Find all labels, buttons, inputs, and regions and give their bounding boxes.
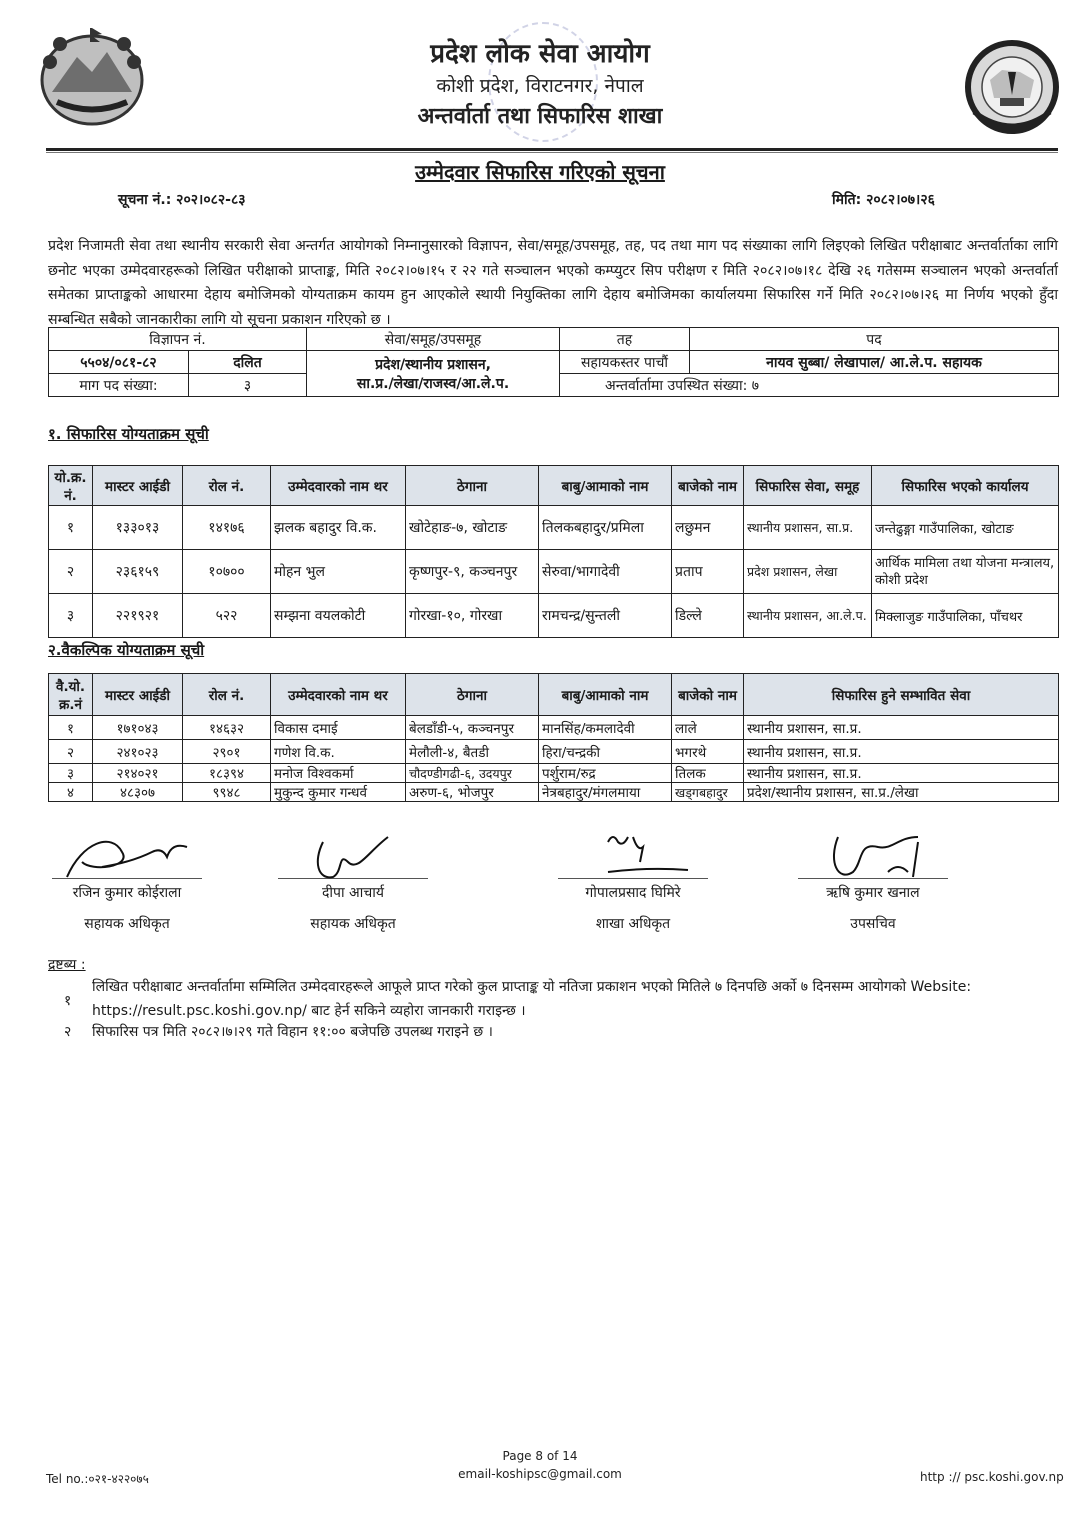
signature-scribble-icon: [568, 832, 698, 882]
header-post: पद: [690, 328, 1059, 351]
cell-grandfather-name: लाले: [672, 716, 744, 740]
col-roll-no: रोल नं.: [183, 466, 271, 506]
cell-candidate-name: सम्झना वयलकोटी: [271, 594, 406, 638]
cell-recommended-office: आर्थिक मामिला तथा योजना मन्त्रालय, कोशी प्रदेश: [872, 550, 1059, 594]
col-serial: वै.यो. क्र.नं: [49, 674, 93, 716]
footer-email: email-koshipsc@gmail.com: [458, 1467, 622, 1481]
recommended-merit-table: [48, 465, 1059, 638]
cell-master-id: २२१९२१: [93, 594, 183, 638]
signatory-role: सहायक अधिकृत: [310, 916, 396, 932]
signature-block: [42, 832, 212, 933]
cell-recommended-service: स्थानीय प्रशासन, सा.प्र.: [744, 506, 872, 550]
cell-recommended-service: स्थानीय प्रशासन, आ.ले.प.: [744, 594, 872, 638]
footer-telephone: Tel no.:०२१-४२२०७५: [46, 1472, 149, 1486]
cell-roll-no: २९०१: [183, 740, 271, 764]
signature-block: [548, 832, 718, 933]
cell-serial: १: [49, 506, 93, 550]
notes-title: द्रष्टब्य :: [48, 957, 86, 973]
cell-candidate-name: मनोज विश्वकर्मा: [271, 764, 406, 783]
col-address: ठेगाना: [406, 674, 539, 716]
table-row: [49, 740, 1059, 764]
cell-address: चौदण्डीगढी-६, उदयपुर: [406, 764, 539, 783]
notice-intro-paragraph: प्रदेश निजामती सेवा तथा स्थानीय सरकारी सेवा अन्तर्गत आयोगको निम्नानुसारको विज्ञापन, सेवा/समूह/उपसमूह, तह, पद तथा माग पद संख्याका लागि लिइएको लिखित परीक्षाबाट अन्तर्वार्ताका लागि छनोट भएका उम्मेदवारहरूको लिखित परीक्षाको प्राप्ताङ्क, मिति २०८२।०७।१५ र २२ गते सञ्चालन भएको कम्प्युटर सिप परीक्षण र मिति २०८२।०७।१८ देखि २६ गतेसम्म सञ्चालन भएको अन्तर्वार्ता समेतका प्राप्ताङ्कको आधारमा देहाय बमोजिमको योग्यताक्रम कायम हुन आएकोले स्थायी नियुक्तिका लागि देहाय बमोजिमका कार्यालयमा सिफारिस गर्ने मिति २०८२।०७।२६ मा निर्णय भएको हुँदा सम्बन्धित सबैको जानकारीका लागि यो सूचना प्रकाशन गरिएको छ ।: [48, 238, 1058, 328]
cell-address: कृष्णपुर-९, कञ्चनपुर: [406, 550, 539, 594]
cell-serial: ४: [49, 783, 93, 802]
col-grandfather-name: बाजेको नाम: [672, 674, 744, 716]
cell-grandfather-name: तिलक: [672, 764, 744, 783]
alternate-merit-table: [48, 673, 1059, 802]
footer-website-link[interactable]: http :// psc.koshi.gov.np: [920, 1470, 1064, 1484]
signature-block: [268, 832, 438, 933]
cell-grandfather-name: भगरथे: [672, 740, 744, 764]
col-serial: यो.क्र. नं.: [49, 466, 93, 506]
cell-possible-service: स्थानीय प्रशासन, सा.प्र.: [744, 764, 1059, 783]
table-row: [49, 764, 1059, 783]
interview-present-count: अन्तर्वार्तामा उपस्थित संख्या: ७: [560, 374, 1059, 397]
org-title: प्रदेश लोक सेवा आयोग: [430, 39, 650, 69]
col-recommended-service: सिफारिस सेवा, समूह: [744, 466, 872, 506]
cell-master-id: १७१०४३: [93, 716, 183, 740]
signatory-name: गोपालप्रसाद घिमिरे: [585, 885, 681, 901]
signature-scribble-icon: [808, 832, 938, 882]
page-number: Page 8 of 14: [502, 1449, 578, 1463]
cell-possible-service: स्थानीय प्रशासन, सा.प्र.: [744, 716, 1059, 740]
cell-roll-no: १०७००: [183, 550, 271, 594]
signatory-role: उपसचिव: [850, 916, 896, 932]
header-divider: [46, 148, 1058, 151]
cell-possible-service: प्रदेश/स्थानीय प्रशासन, सा.प्र./लेखा: [744, 783, 1059, 802]
cell-parents-name: तिलकबहादुर/प्रमिला: [539, 506, 672, 550]
cell-master-id: १३३०१३: [93, 506, 183, 550]
notice-date: मिति: २०८२।०७।२६: [832, 192, 935, 208]
cell-parents-name: सेरुवा/भागादेवी: [539, 550, 672, 594]
cell-serial: ३: [49, 594, 93, 638]
level-value: सहायकस्तर पाचौं: [560, 351, 690, 374]
cell-candidate-name: झलक बहादुर वि.क.: [271, 506, 406, 550]
note-text: लिखित परीक्षाबाट अन्तर्वार्तामा सम्मिलित उम्मेदवारहरूले आफूले प्राप्त गरेको कुल प्राप्ताङ्क यो नतिजा प्रकाशन भएको मितिले ७ दिनपछि अर्को ७ दिनसम्म आयोगको Website: https://result.psc.koshi.gov.np/ बाट हेर्न सकिने व्यहोरा जानकारी गराइन्छ ।: [92, 979, 972, 1019]
signature-scribble-icon: [288, 832, 418, 882]
col-possible-service: सिफारिस हुने सम्भावित सेवा: [744, 674, 1059, 716]
signature-block: [788, 832, 958, 933]
cell-serial: २: [49, 550, 93, 594]
table-row: [49, 716, 1059, 740]
cell-serial: ३: [49, 764, 93, 783]
col-parents-name: बाबु/आमाको नाम: [539, 466, 672, 506]
cell-grandfather-name: खड्गबहादुर: [672, 783, 744, 802]
note-text: सिफारिस पत्र मिति २०८२।७।२९ गते विहान ११:०० बजेपछि उपलब्ध गराइने छ ।: [92, 1024, 493, 1040]
header-service: सेवा/समूह/उपसमूह: [307, 328, 560, 351]
cell-master-id: ४८३०७: [93, 783, 183, 802]
cell-master-id: २३६१५९: [93, 550, 183, 594]
section-alternate-title: २.वैकल्पिक योग्यताक्रम सूची: [48, 641, 205, 659]
cell-address: अरुण-६, भोजपुर: [406, 783, 539, 802]
signatory-role: सहायक अधिकृत: [84, 916, 170, 932]
table-row: [49, 550, 1059, 594]
psc-logo-icon: [962, 40, 1062, 135]
service-line-2: सा.प्र./लेखा/राजस्व/आ.ले.प.: [356, 375, 510, 392]
table-header-row: [49, 674, 1059, 716]
table-header-row: [49, 466, 1059, 506]
demand-label: माग पद संख्या:: [49, 374, 189, 397]
note-number: २: [64, 1024, 72, 1040]
cell-grandfather-name: प्रताप: [672, 550, 744, 594]
header-divider-thin: [46, 152, 1058, 153]
signatory-name: ऋषि कुमार खनाल: [826, 885, 920, 901]
signature-scribble-icon: [62, 832, 192, 882]
col-candidate-name: उम्मेदवारको नाम थर: [271, 674, 406, 716]
cell-roll-no: १४६३२: [183, 716, 271, 740]
table-row: [49, 506, 1059, 550]
table-row: [49, 783, 1059, 802]
col-parents-name: बाबु/आमाको नाम: [539, 674, 672, 716]
cell-parents-name: नेत्रबहादुर/मंगलमाया: [539, 783, 672, 802]
cell-master-id: २१४०२१: [93, 764, 183, 783]
cell-grandfather-name: लछुमन: [672, 506, 744, 550]
cell-parents-name: पर्शुराम/रुद्र: [539, 764, 672, 783]
col-master-id: मास्टर आईडी: [93, 466, 183, 506]
cell-parents-name: रामचन्द्र/सुन्तली: [539, 594, 672, 638]
note-number: १: [64, 993, 72, 1009]
cell-grandfather-name: डिल्ले: [672, 594, 744, 638]
post-value: नायव सुब्बा/ लेखापाल/ आ.ले.प. सहायक: [690, 351, 1059, 374]
service-line-1: प्रदेश/स्थानीय प्रशासन,: [375, 356, 491, 373]
cell-recommended-office: मिक्लाजुङ गाउँपालिका, पाँचथर: [872, 594, 1059, 638]
org-address: कोशी प्रदेश, विराटनगर, नेपाल: [436, 75, 644, 97]
signatory-role: शाखा अधिकृत: [595, 916, 671, 932]
cell-serial: १: [49, 716, 93, 740]
cell-candidate-name: विकास दमाई: [271, 716, 406, 740]
cell-parents-name: हिरा/चन्द्रकी: [539, 740, 672, 764]
col-master-id: मास्टर आईडी: [93, 674, 183, 716]
org-branch: अन्तर्वार्ता तथा सिफारिस शाखा: [417, 104, 663, 129]
cell-address: बेलडाँडी-५, कञ्चनपुर: [406, 716, 539, 740]
header-level: तह: [560, 328, 690, 351]
col-candidate-name: उम्मेदवारको नाम थर: [271, 466, 406, 506]
table-row: [49, 594, 1059, 638]
cell-roll-no: १८३९४: [183, 764, 271, 783]
cell-address: गोरखा-१०, गोरखा: [406, 594, 539, 638]
cell-address: खोटेहाङ-७, खोटाङ: [406, 506, 539, 550]
cell-candidate-name: मोहन भुल: [271, 550, 406, 594]
cell-master-id: २४१०२३: [93, 740, 183, 764]
signatory-name: रजिन कुमार कोईराला: [72, 885, 182, 901]
section-recommended-title: १. सिफारिस योग्यताक्रम सूची: [48, 425, 209, 443]
empty-cell: [1059, 374, 1068, 397]
cell-parents-name: मानसिंह/कमलादेवी: [539, 716, 672, 740]
notice-title: उम्मेदवार सिफारिस गरिएको सूचना: [415, 160, 665, 184]
cell-candidate-name: गणेश वि.क.: [271, 740, 406, 764]
header-adv-no: विज्ञापन नं.: [49, 328, 307, 351]
cell-recommended-service: प्रदेश प्रशासन, लेखा: [744, 550, 872, 594]
cell-roll-no: ५२२: [183, 594, 271, 638]
signatory-name: दीपा आचार्य: [321, 885, 385, 901]
cell-address: मेलौली-४, बैतडी: [406, 740, 539, 764]
notice-number: सूचना नं.: २०२।०८२-८३: [118, 192, 246, 208]
cell-possible-service: स्थानीय प्रशासन, सा.प्र.: [744, 740, 1059, 764]
cell-recommended-office: जन्तेढुङ्गा गाउँपालिका, खोटाङ: [872, 506, 1059, 550]
col-address: ठेगाना: [406, 466, 539, 506]
advertisement-info-table: [48, 327, 1068, 397]
cell-roll-no: ९९४८: [183, 783, 271, 802]
demand-value: ३: [189, 374, 307, 397]
cell-candidate-name: मुकुन्द कुमार गन्धर्व: [271, 783, 406, 802]
service-group: [307, 351, 560, 397]
col-grandfather-name: बाजेको नाम: [672, 466, 744, 506]
col-recommended-office: सिफारिस भएको कार्यालय: [872, 466, 1059, 506]
reservation-category: दलित: [189, 351, 307, 374]
col-roll-no: रोल नं.: [183, 674, 271, 716]
adv-number: ५५०४/०८१-८२: [49, 351, 189, 374]
cell-roll-no: १४१७६: [183, 506, 271, 550]
cell-serial: २: [49, 740, 93, 764]
